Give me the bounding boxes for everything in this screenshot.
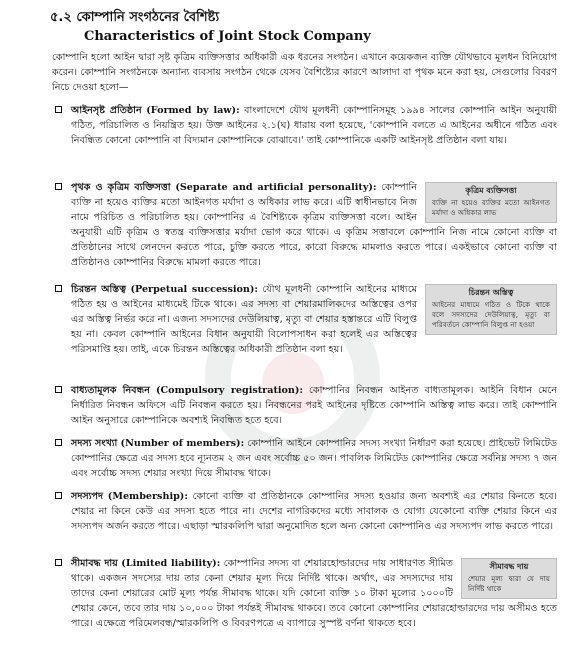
item-body: কোম্পানির নিবন্ধন আইনত বাধ্যতামূলক। আইনি বিধান মেনে নির্ধারিত নিবন্ধন অফিসে এটি নিবন্ধন করতে হয়। নিবন্ধনের পরই আইনের দৃষ্টিতে কোম্পানি অস্তিত্ব লাভ করে। তাই কোম্পানি আইন অনুসারে কোম্পানিকে অবশ্যই নিবন্ধিত হতে হবে। [71, 385, 557, 426]
intro-paragraph: কোম্পানি হলো আইন দ্বারা সৃষ্ট কৃত্রিম ব্যক্তিসত্তার অধিকারী এক ধরনের সংগঠন। এখানে কয়েকজন ব্যক্তি যৌথভাবে মূলধন বিনিয়োগ করেন। কোম্পানি সংগঠনকে অন্যান্য ব্যবসায় সংগঠন থেকে যেসব বৈশিষ্ট্যের কারণে আলাদা বা পৃথক মনে করা হয়, সেগুলোর বিবরণ নিচে দেওয়া হলো— [52, 52, 557, 93]
item-heading: সদস্যপদ [71, 491, 104, 502]
list-item-membership [52, 489, 557, 534]
item-text [71, 180, 557, 270]
margin-note-box [425, 284, 557, 335]
square-bullet-icon [55, 285, 62, 292]
margin-note-title: সীমাবদ্ধ দায় [489, 562, 529, 571]
margin-note-box [425, 182, 557, 223]
margin-note-title: কৃত্রিম ব্যক্তিসত্তা [465, 186, 517, 195]
item-body: কোম্পানির সদস্য বা শেয়ারহোল্ডারদের দায় সাধারণত সীমিত থাকে। একজন সদস্যের দায় তার কেনা শেয়ার মূল্য দিয়ে নির্দিষ্ট থাকে। অর্থাৎ, এর সদস্যদের দায় তাদের কেনা শেয়ারের মোট মূল্য পর্যন্ত সীমাবদ্ধ থাকে। যদি কোনো ব্যক্তি ১০ টাকা মূল্যের ১০০০টি শেয়ার কেনে, তবে তার দায় ১০,০০০ টাকা পর্যন্তই সীমাবদ্ধ থাকবে। তবে কোনো কোম্পানির শেয়ারহোল্ডারদের দায় অসীমও হতে পারে। এক্ষেত্রে পরিমেলবন্ধ/স্মারকলিপি ও বিবরণপত্রে এ ব্যাপারে সুস্পষ্ট বর্ণনা থাকতে হবে। [71, 558, 557, 629]
square-bullet-icon [55, 386, 62, 393]
margin-note-text: শেয়ার মূল্য দ্বারা যে দায় নির্দিষ্ট থাকে [468, 574, 550, 593]
square-bullet-icon [55, 439, 62, 446]
item-english-heading: (Compulsory registration): [156, 385, 303, 396]
item-heading: পৃথক ও কৃত্রিম ব্যক্তিসত্তা [71, 182, 171, 193]
square-bullet-icon [55, 492, 62, 499]
section-title: ৫.২ কোম্পানি সংগঠনের বৈশিষ্ট্য [50, 10, 220, 25]
margin-note-text: আইনের মাধ্যমে গঠিত ও টিকে থাকে বলে সদস্যদের দেউলিয়াত্ব, মৃত্যু বা পরিবর্তনে কোম্পানি বিলুপ্ত না হওয়া [432, 300, 550, 329]
item-heading: বাধ্যতামূলক নিবন্ধন [71, 385, 150, 396]
item-english-heading: (Separate and artificial personality): [175, 182, 377, 193]
item-body: কোম্পানি ব্যক্তি না হয়েও ব্যক্তির মতো আইনগত মর্যাদা ও অধিকার লাভ করে। এটি স্বাধীনভাবে নিজ নামে পরিচিত ও পরিচালিত হয়। কোম্পানির এ বৈশিষ্ট্যকে কৃত্রিম ব্যক্তিসত্তা বলে। আইন অনুযায়ী এটি কৃত্রিম ও স্বতন্ত্র ব্যক্তিসত্তার মর্যাদা ভোগ করে থাকে। এ কৃত্রিম সত্তাবলে কোম্পানি নিজ নামে কোনো ব্যক্তি বা প্রতিষ্ঠানের সাথে লেনদেন করতে পারে, চুক্তি করতে পারে, কারো বিরুদ্ধে মামলাও করতে পারে। একইভাবে কোনো ব্যক্তি বা প্রতিষ্ঠানও কোম্পানির বিরুদ্ধে মামলা করতে পারে। [71, 182, 557, 268]
item-body: কোনো ব্যক্তি বা প্রতিষ্ঠানকে কোম্পানির সদস্য হওয়ার জন্য অবশ্যই এর শেয়ার কিনতে হবে। শেয়ার না কিনে কেউ এর সদস্য হতে পারে না। দেশের নাগরিকদের মধ্যে সাবালক ও যোগ্য যেকোনো ব্যক্তি শেয়ার কিনে এর সদস্যপদ অর্জন করতে পারে। এছাড়া স্মারকলিপি দ্বারা অনুমোদিত হলে অন্য কোনো কোম্পানিও এর সদস্যপদ লাভ করতে পারে। [71, 491, 557, 532]
item-english-heading: (Limited liability): [121, 558, 221, 569]
list-item-perpetual-succession [52, 282, 557, 357]
item-english-heading: (Perpetual succession): [130, 284, 258, 295]
item-english-heading: (Membership): [107, 491, 188, 502]
item-english-heading: (Number of members): [120, 438, 245, 449]
list-item-compulsory-registration [52, 383, 557, 428]
item-english-heading: (Formed by law): [146, 105, 240, 116]
margin-note-title: চিরন্তন অস্তিত্ব [468, 288, 514, 297]
square-bullet-icon [55, 106, 62, 113]
item-heading: সদস্য সংখ্যা [71, 438, 118, 449]
item-text [71, 383, 557, 428]
list-item-separate-personality [52, 180, 557, 270]
square-bullet-icon [55, 559, 62, 566]
item-body: বাংলাদেশে যৌথ মূলধনী কোম্পানিসমূহ ১৯৯৪ সালের কোম্পানি আইন অনুযায়ী গঠিত, পরিচালিত ও নিয়ন্ত্রিত হয়। উক্ত আইনের ২.১(ঘ) ধারায় বলা হয়েছে, 'কোম্পানি বলতে এ আইনের অধীনে গঠিত এবং নিবন্ধিত কোনো কোম্পানি বা বিদ্যমান কোম্পানিকে বোঝাবে।' তাই কোম্পানিকে একটি আইনসৃষ্ট প্রতিষ্ঠান বলা যায়। [71, 105, 557, 146]
item-body: কোম্পানি আইনে কোম্পানির সদস্য সংখ্যা নির্ধারণ করা হয়েছে। প্রাইভেট লিমিটেড কোম্পানির ক্ষেত্রে এর সদস্য হবে ন্যূনতম ২ জন এবং সর্বোচ্চ ৫০ জন। পাবলিক লিমিটেড কোম্পানির ক্ষেত্রে সর্বনিম্ন সদস্য ৭ জন এবং সর্বোচ্চ সদস্য শেয়ার সংখ্যা দিয়ে সীমাবদ্ধ থাকে। [71, 438, 558, 479]
item-text [71, 103, 557, 148]
item-text [71, 436, 557, 481]
english-title: Characteristics of Joint Stock Company [84, 29, 371, 44]
item-text [71, 282, 557, 357]
margin-note-text: ব্যক্তি না হয়েও ব্যক্তির মতো আইনগত মর্যাদা ও অধিকার লাভ [432, 198, 550, 217]
item-heading: সীমাবদ্ধ দায় [71, 558, 118, 569]
item-heading: আইনসৃষ্ট প্রতিষ্ঠান [71, 105, 142, 116]
item-heading: চিরন্তন অস্তিত্ব [71, 284, 127, 295]
list-item-number-of-members [52, 436, 557, 481]
item-text [71, 489, 557, 534]
margin-note-box [461, 558, 557, 599]
item-text [71, 556, 557, 631]
list-item-formed-by-law [52, 103, 557, 148]
square-bullet-icon [55, 183, 62, 190]
list-item-limited-liability [52, 556, 557, 631]
item-body: যৌথ মূলধনী কোম্পানি আইনের মাধ্যমে গঠিত হয় ও আইনের মাধ্যমেই টিকে থাকে। এর সদস্য বা শেয়ারমালিকদের অস্তিত্বের ওপর এর অস্তিত্ব নির্ভর করে না। এজন্য সদস্যদের দেউলিয়াত্ব, মৃত্যু বা শেয়ার হস্তান্তরে এটি বিলুপ্ত হয় না। কেবল কোম্পানি আইনের বিধান অনুযায়ী বিলোপসাধন করা হলেই এর অস্তিত্বের পরিসমাপ্তি হয়। তাই, একে চিরন্তন অস্তিত্বের অধিকারী প্রতিষ্ঠান বলা হয়। [71, 284, 417, 355]
